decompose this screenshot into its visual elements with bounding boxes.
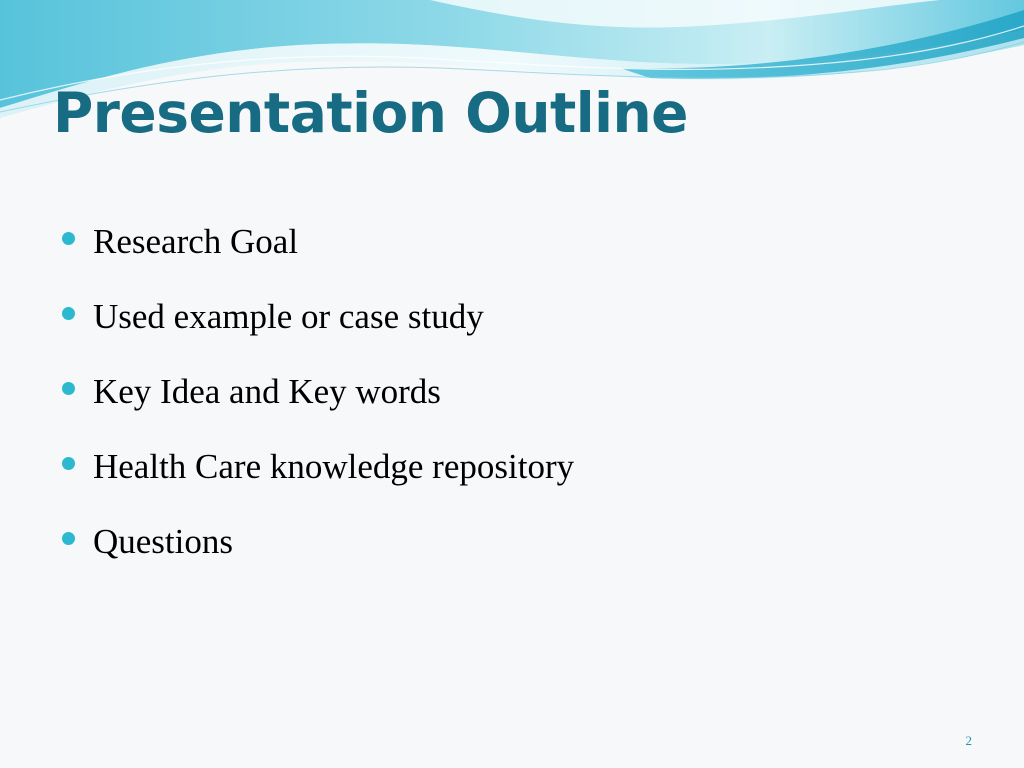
bullet-dot-icon	[62, 382, 75, 395]
bullet-dot-icon	[62, 232, 75, 245]
bullet-item-questions	[62, 504, 574, 579]
bullet-list	[62, 204, 574, 579]
bullet-item-knowledge-repository	[62, 429, 574, 504]
bullet-item-case-study	[62, 279, 574, 354]
bullet-dot-icon	[62, 307, 75, 320]
bullet-item-key-idea	[62, 354, 574, 429]
bullet-text: Questions	[93, 521, 233, 561]
bullet-text: Health Care knowledge repository	[93, 446, 575, 486]
slide-title: Presentation Outline	[53, 81, 688, 145]
bullet-item-research-goal	[62, 204, 574, 279]
page-number: 2	[965, 733, 972, 748]
bullet-dot-icon	[62, 532, 75, 545]
bullet-dot-icon	[62, 457, 75, 470]
bullet-text: Key Idea and Key words	[93, 371, 441, 411]
bullet-text: Research Goal	[93, 221, 299, 261]
bullet-text: Used example or case study	[93, 296, 484, 336]
